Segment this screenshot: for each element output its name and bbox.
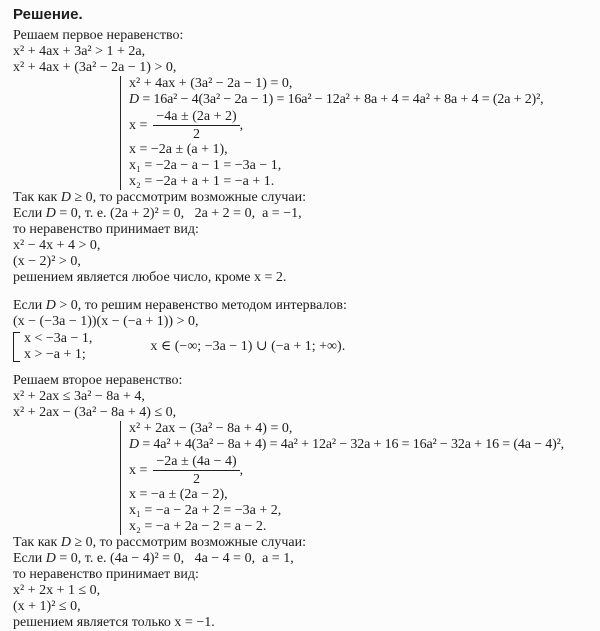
s1-solution-set: x ∈ (−∞; −3a − 1) ∪ (−a + 1; +∞).	[150, 339, 346, 354]
s1-case-d0-text: то неравенство принимает вид:	[13, 222, 199, 237]
s1-case-d0-result: решением является любое число, кроме x = 2.	[13, 270, 287, 285]
fraction-prefix: x =	[129, 117, 148, 133]
spacer	[13, 286, 600, 298]
s2-equation-1: x² + 2ax ≤ 3a² − 8a + 4,	[13, 389, 145, 404]
text-post: ≥ 0, то рассмотрим возможные случаи:	[70, 190, 307, 205]
s2-root-1-line: x₁ = −a − 2a + 2 = −3a + 2,	[129, 503, 282, 518]
text-pre: Так как	[13, 535, 61, 550]
s1-cases-intro-line	[13, 190, 600, 206]
system-inequality-1: x < −3a − 1,	[24, 331, 93, 346]
text-post: > 0, то решим неравенство методом интервалов:	[55, 298, 347, 313]
text-pre: Если	[13, 206, 46, 221]
text-post: = 0, т. е. (2a + 2)² = 0, 2a + 2 = 0, a = −1,	[55, 206, 302, 221]
system-lines	[24, 331, 92, 363]
s1-roots-pm-line: x = −2a ± (a + 1),	[129, 142, 228, 157]
text-post: ≥ 0, то рассмотрим возможные случаи:	[70, 535, 307, 550]
s2-aside-equation: x² + 2ax − (3a² − 8a + 4) = 0,	[129, 421, 293, 436]
discriminant-expansion: = 16a² − 4(3a² − 2a − 1) = 16a² − 12a² + 8a + 4 = 4a² + 8a + 4 = (2a + 2)²,	[138, 92, 544, 107]
s2-case-d0-eq1: x² + 2x + 1 ≤ 0,	[13, 583, 101, 598]
text-post: = 0, т. е. (4a − 4)² = 0, 4a − 4 = 0, a = 1,	[55, 551, 294, 566]
fraction	[153, 109, 239, 142]
s2-roots-fraction-line	[129, 453, 600, 487]
s2-equation-2: x² + 2ax − (3a² − 8a + 4) ≤ 0,	[13, 405, 177, 420]
s1-root-1-line: x₁ = −2a − a − 1 = −3a − 1,	[129, 158, 282, 173]
text-pre: Если	[13, 551, 46, 566]
page-title: Решение.	[13, 6, 83, 23]
discriminant-variable: D	[60, 190, 71, 205]
s1-roots-fraction-line	[129, 108, 600, 142]
fraction-tail: ,	[239, 462, 244, 478]
discriminant-variable: D	[60, 535, 71, 550]
s2-discriminant-line	[129, 437, 600, 453]
union-bracket-icon	[13, 332, 20, 362]
discriminant-variable: D	[45, 206, 56, 221]
s1-case-dpos-line	[13, 298, 600, 314]
s1-case-d0-eq2: (x − 2)² > 0,	[13, 254, 81, 269]
s2-roots-pm-line: x = −a ± (2a − 2),	[129, 487, 228, 502]
text-pre: Если	[13, 298, 46, 313]
s1-intro-line: Решаем первое неравенство:	[13, 28, 184, 43]
text-pre: Так как	[13, 190, 61, 205]
discriminant-variable: D	[45, 298, 56, 313]
s1-root-2-line: x₂ = −2a + a + 1 = −a + 1.	[129, 174, 275, 189]
fraction-numerator: −2a ± (4a − 4)	[153, 454, 239, 471]
s2-case-d0-eq2: (x + 1)² ≤ 0,	[13, 599, 81, 614]
discriminant-expansion: = 4a² + 4(3a² − 8a + 4) = 4a² + 12a² − 32a + 16 = 16a² − 32a + 16 = (4a − 4)²,	[138, 437, 565, 452]
s1-equation-1: x² + 4ax + 3a² > 1 + 2a,	[13, 44, 146, 59]
fraction-numerator: −4a ± (2a + 2)	[153, 109, 239, 126]
s2-derivation-block	[120, 421, 600, 535]
s2-intro-line: Решаем второе неравенство:	[13, 373, 183, 388]
discriminant-variable: D	[129, 92, 139, 107]
s1-interval-product-eq: (x − (−3a − 1))(x − (−a + 1)) > 0,	[13, 314, 199, 329]
s1-case-d0-line	[13, 206, 600, 222]
fraction-tail: ,	[239, 117, 244, 133]
s1-discriminant-line	[129, 92, 600, 108]
s2-cases-intro-line	[13, 535, 600, 551]
s1-solution-system	[13, 331, 600, 363]
s2-case-d0-line	[13, 551, 600, 567]
s2-case-d0-text: то неравенство принимает вид:	[13, 567, 199, 582]
discriminant-variable: D	[45, 551, 56, 566]
fraction-prefix: x =	[129, 462, 148, 478]
s1-case-d0-eq1: x² − 4x + 4 > 0,	[13, 238, 101, 253]
fraction-denominator: 2	[193, 126, 201, 142]
s2-root-2-line: x₂ = −a + 2a − 2 = a − 2.	[129, 519, 267, 534]
fraction	[153, 454, 239, 487]
discriminant-variable: D	[129, 437, 139, 452]
s1-equation-2: x² + 4ax + (3a² − 2a − 1) > 0,	[13, 60, 177, 75]
s1-derivation-block	[120, 76, 600, 190]
system-inequality-2: x > −a + 1;	[24, 347, 86, 362]
s1-aside-equation: x² + 4ax + (3a² − 2a − 1) = 0,	[129, 76, 293, 91]
fraction-denominator: 2	[193, 471, 201, 487]
spacer	[13, 363, 600, 373]
s2-case-d0-result: решением является только x = −1.	[13, 615, 215, 630]
